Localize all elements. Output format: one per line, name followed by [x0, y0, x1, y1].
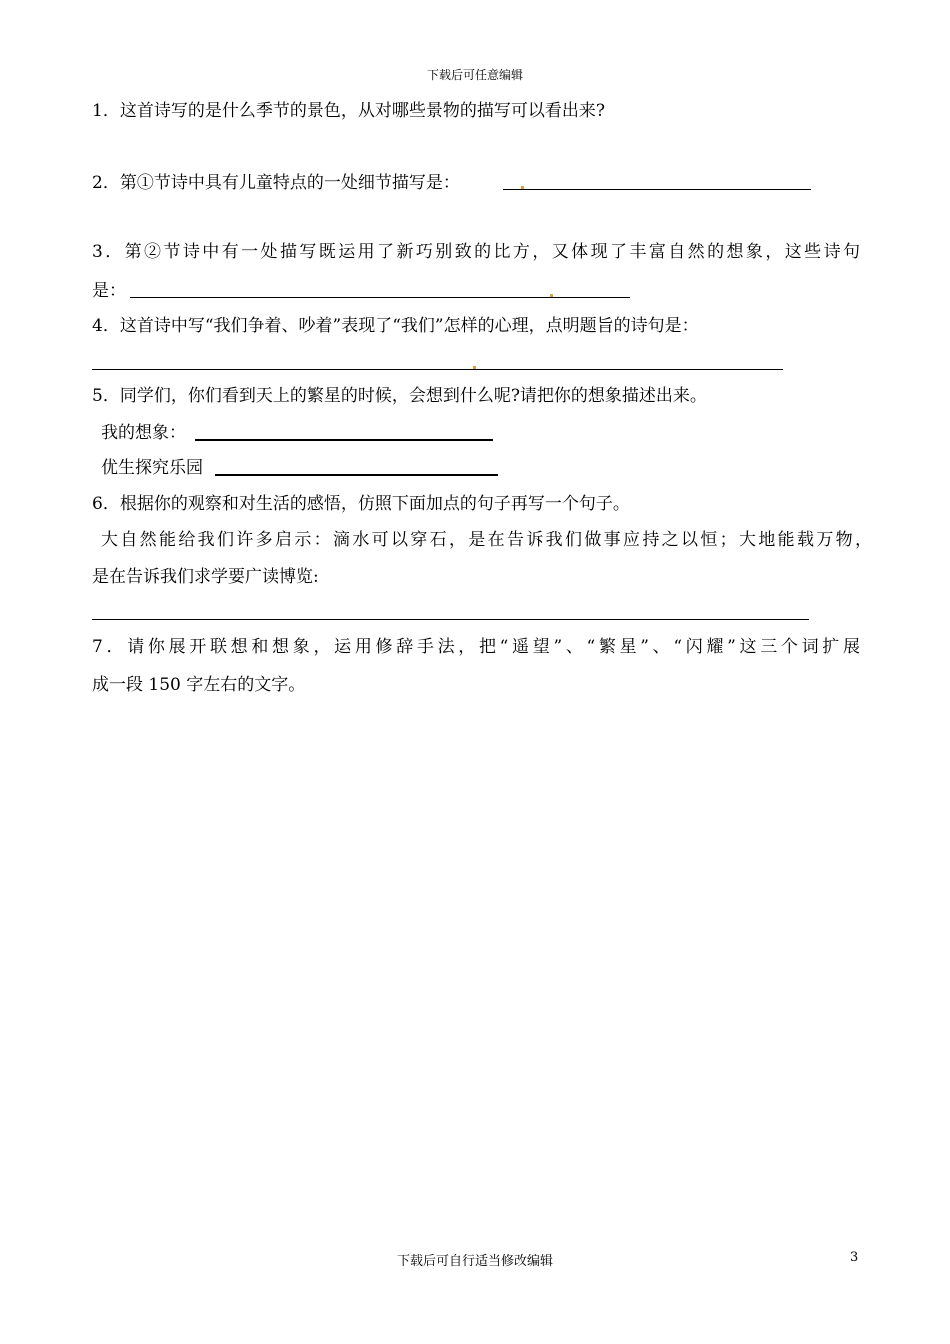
question-2-text: 2．第①节诗中具有儿童特点的一处细节描写是： — [92, 173, 460, 193]
answer-blank-6[interactable] — [92, 619, 809, 620]
question-5: 5．同学们，你们看到天上的繁星的时候，会想到什么呢?请把你的想象描述出来。 — [92, 386, 707, 406]
answer-blank-3[interactable] — [130, 297, 630, 298]
answer-blank-5[interactable] — [195, 439, 493, 441]
page-header: 下载后可任意编辑 — [426, 68, 523, 82]
question-3-line-1: 3．第②节诗中有一处描写既运用了新巧别致的比方，又体现了丰富自然的想象，这些诗句 — [92, 242, 860, 262]
question-3-line-2: 是： — [92, 281, 126, 301]
question-1: 1．这首诗写的是什么季节的景色，从对哪些景物的描写可以看出来? — [92, 101, 605, 121]
blank-marker — [521, 186, 524, 189]
question-6-example-line-1: 大自然能给我们许多启示：滴水可以穿石，是在告诉我们做事应持之以恒；大地能载万物， — [101, 530, 872, 550]
question-4: 4．这首诗中写“我们争着、吵着”表现了“我们”怎样的心理，点明题旨的诗句是： — [92, 316, 699, 336]
answer-blank-4[interactable] — [92, 369, 783, 370]
blank-marker — [550, 294, 553, 297]
question-7-line-1: 7．请你展开联想和想象，运用修辞手法，把“遥望”、“繁星”、“闪耀”这三个词扩展 — [92, 637, 860, 657]
page-footer: 下载后可自行适当修改编辑 — [396, 1254, 553, 1269]
section-title: 优生探究乐园 — [101, 458, 203, 478]
question-7-line-2: 成一段 150 字左右的文字。 — [92, 675, 306, 695]
blank-marker — [473, 366, 476, 369]
page-number: 3 — [850, 1250, 859, 1265]
question-2 — [92, 171, 460, 195]
section-title-underline — [215, 474, 498, 476]
answer-blank-2[interactable] — [503, 189, 811, 190]
question-5-label: 我的想象： — [101, 423, 186, 443]
question-6-example-line-2: 是在告诉我们求学要广读博览: — [92, 567, 319, 587]
question-6: 6．根据你的观察和对生活的感悟，仿照下面加点的句子再写一个句子。 — [92, 494, 630, 514]
